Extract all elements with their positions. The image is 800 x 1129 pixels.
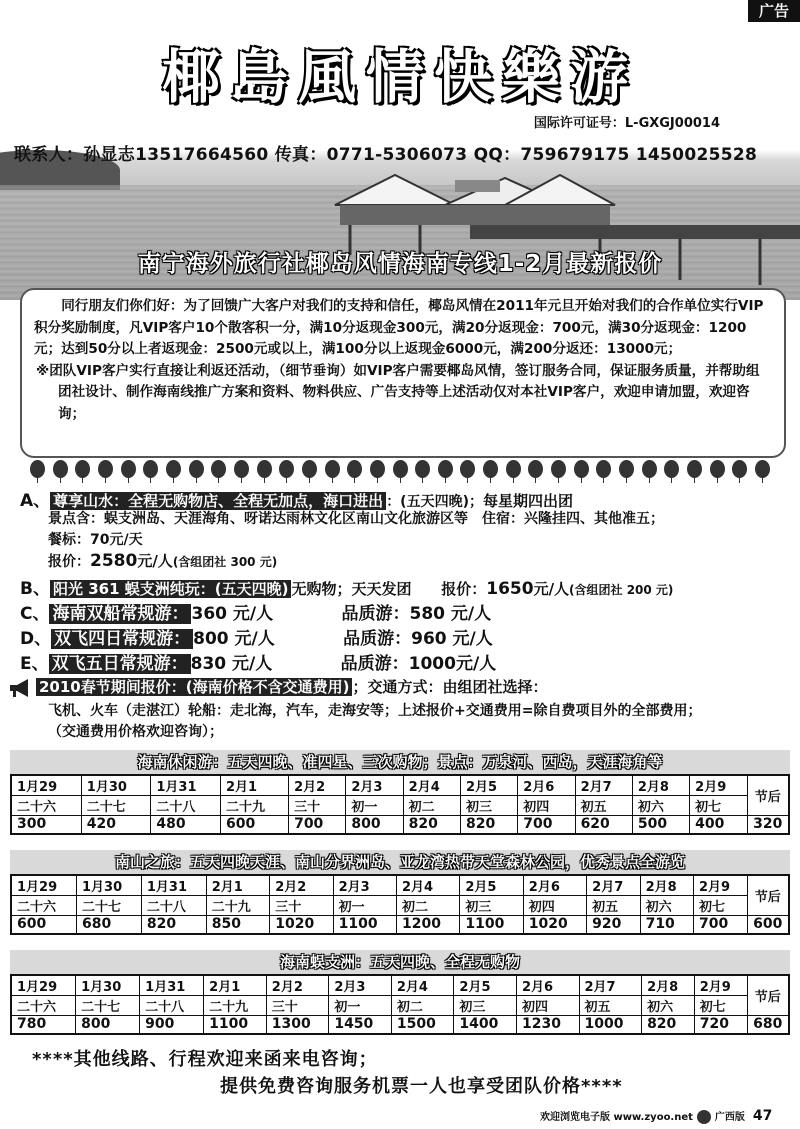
price-cell: 420 — [81, 816, 151, 834]
lunar-cell: 初五 — [575, 796, 632, 816]
lunar-cell: 初一 — [346, 796, 403, 816]
post-festival-header: 节后 — [747, 975, 789, 1016]
date-cell: 2月3 — [346, 775, 403, 796]
date-cell: 2月4 — [391, 975, 454, 996]
price-cell: 800 — [76, 1016, 140, 1034]
ad-tag: 广告 — [748, 0, 800, 22]
route-e-quality-price: 1000元/人 — [408, 654, 497, 674]
price-table-title — [10, 850, 790, 874]
price-table — [10, 774, 790, 835]
route-e-price: 830 元/人 — [190, 654, 273, 674]
price-table-2 — [10, 850, 790, 935]
route-a-price-label: 报价： — [48, 554, 90, 570]
price-table-1 — [10, 750, 790, 835]
price-table — [10, 974, 790, 1035]
route-a-schedule: 每星期四出团 — [482, 492, 573, 510]
lunar-cell: 初七 — [690, 796, 747, 816]
post-festival-price: 680 — [747, 1016, 789, 1034]
price-cell: 600 — [221, 816, 289, 834]
lunar-cell: 初六 — [642, 996, 695, 1016]
price-cell: 1500 — [391, 1016, 454, 1034]
date-cell: 2月6 — [516, 975, 579, 996]
price-cell: 1020 — [523, 916, 586, 934]
page-number: 47 — [752, 1108, 773, 1124]
date-cell: 2月2 — [270, 875, 333, 896]
page-footer — [540, 1108, 772, 1124]
route-c-price: 360 元/人 — [191, 604, 274, 624]
price-cell: 1200 — [397, 916, 460, 934]
lunar-cell: 二十九 — [204, 996, 267, 1016]
lunar-cell: 二十六 — [11, 996, 76, 1016]
price-cell: 1000 — [579, 1016, 642, 1034]
price-cell: 1400 — [454, 1016, 517, 1034]
newspaper-logo-icon — [697, 1110, 711, 1124]
lantern-icon — [30, 460, 45, 478]
lunar-cell: 三十 — [266, 996, 329, 1016]
date-cell: 2月7 — [587, 875, 640, 896]
date-cell: 1月29 — [11, 875, 77, 896]
intro-box — [20, 288, 786, 458]
date-cell: 2月8 — [632, 775, 689, 796]
route-a-prefix: A、 — [20, 491, 51, 511]
lantern-icon — [143, 460, 158, 478]
lunar-row — [11, 796, 789, 816]
route-c-quality-label: 品质游： — [341, 604, 410, 624]
date-cell: 1月31 — [140, 975, 204, 996]
route-b-shopping: 无购物； — [291, 580, 352, 598]
price-table-title — [10, 750, 790, 774]
date-cell: 2月9 — [693, 875, 747, 896]
lantern-icon — [596, 460, 611, 478]
price-cell: 820 — [141, 916, 206, 934]
price-cell: 800 — [346, 816, 403, 834]
lantern-icon — [302, 460, 317, 478]
lunar-row — [11, 896, 789, 916]
route-e-quality-label: 品质游： — [340, 654, 409, 674]
route-c — [20, 599, 491, 624]
spring-festival-title — [8, 676, 547, 698]
route-a-price-unit: 元/人 — [137, 552, 173, 570]
footer-section: 广西版 — [714, 1112, 745, 1123]
lunar-cell: 初二 — [397, 896, 460, 916]
lunar-cell: 初五 — [579, 996, 642, 1016]
price-cell: 1300 — [266, 1016, 329, 1034]
route-b-price-note: (含组团社 200 元) — [569, 583, 674, 597]
date-cell: 2月3 — [329, 975, 392, 996]
lunar-cell: 初七 — [694, 996, 747, 1016]
date-cell: 1月29 — [11, 975, 76, 996]
lunar-row — [11, 996, 789, 1016]
page-subtitle: 南宁海外旅行社椰岛风情海南专线1-2月最新报价 — [137, 251, 663, 277]
date-cell: 2月1 — [204, 975, 267, 996]
price-cell: 680 — [77, 916, 142, 934]
price-cell: 710 — [640, 916, 693, 934]
price-cell: 850 — [206, 916, 269, 934]
price-cell: 1100 — [460, 916, 523, 934]
date-row — [11, 775, 789, 796]
lunar-cell: 初一 — [329, 996, 392, 1016]
date-cell: 1月31 — [141, 875, 206, 896]
date-cell: 1月29 — [11, 775, 81, 796]
lunar-cell: 初二 — [403, 796, 460, 816]
date-cell: 2月6 — [518, 775, 575, 796]
price-cell: 700 — [693, 916, 747, 934]
lunar-cell: 初二 — [391, 996, 454, 1016]
route-e-prefix: E、 — [20, 654, 49, 674]
lunar-cell: 二十七 — [81, 796, 151, 816]
route-d-quality-label: 品质游： — [343, 629, 412, 649]
route-c-quality-price: 580 元/人 — [409, 604, 492, 624]
lantern-icon — [551, 460, 566, 478]
route-e — [20, 649, 496, 674]
lantern-icon — [438, 460, 453, 478]
price-cell: 700 — [518, 816, 575, 834]
lantern-icon — [574, 460, 589, 478]
date-cell: 2月1 — [206, 875, 269, 896]
route-c-name: 海南双船常规游： — [49, 604, 191, 624]
lunar-cell: 二十九 — [206, 896, 269, 916]
lunar-cell: 初四 — [518, 796, 575, 816]
spring-transport-detail: 飞机、火车（走湛江）轮船：走北海，汽车，走海安等；上述报价+交通费用=除自费项目外的全部费用； — [48, 703, 702, 719]
route-b-prefix: B、 — [20, 579, 50, 599]
spring-transport: ；交通方式：由组团社选择： — [352, 678, 548, 696]
price-cell: 480 — [151, 816, 221, 834]
date-cell: 1月30 — [81, 775, 151, 796]
price-cell: 400 — [690, 816, 747, 834]
route-a-price — [48, 550, 277, 571]
price-cell: 1100 — [333, 916, 396, 934]
lantern-icon — [642, 460, 657, 478]
lunar-cell: 三十 — [270, 896, 333, 916]
post-festival-price: 600 — [747, 916, 789, 934]
date-cell: 2月4 — [403, 775, 460, 796]
lunar-cell: 初三 — [460, 796, 517, 816]
footer-website: 欢迎浏览电子版 www.zyoo.net — [540, 1112, 693, 1123]
price-cell: 500 — [632, 816, 689, 834]
lunar-cell: 二十七 — [77, 896, 142, 916]
route-b-price-unit: 元/人 — [533, 580, 570, 598]
route-a-price-note: (含组团社 300 元) — [172, 555, 278, 569]
price-cell: 820 — [460, 816, 517, 834]
date-cell: 2月2 — [289, 775, 346, 796]
date-cell: 1月30 — [77, 875, 142, 896]
price-cell: 1100 — [204, 1016, 267, 1034]
date-cell: 2月4 — [397, 875, 460, 896]
price-table-3 — [10, 950, 790, 1035]
date-row — [11, 875, 789, 896]
lantern-icon — [166, 460, 181, 478]
price-table-title — [10, 950, 790, 974]
spring-festival-heading: 2010春节期间报价：(海南价格不含交通费用) — [36, 678, 352, 696]
lunar-cell: 初七 — [693, 896, 747, 916]
date-cell: 2月8 — [640, 875, 693, 896]
lantern-icon — [279, 460, 294, 478]
lantern-divider — [30, 460, 770, 484]
post-festival-header: 节后 — [747, 775, 789, 816]
intro-note: ※团队VIP客户实行直接让利返还活动，（细节垂询）如VIP客户需要椰岛风情，签订服务合同，保证服务质量，并帮助组团社设计、制作海南线推广方案和资料、物料供应、广告支持等上述活动仅对本社VIP客户，欢迎申请加盟，欢迎咨询； — [36, 362, 760, 422]
price-row — [11, 1016, 789, 1034]
license-number: 国际许可证号：L-GXGJ00014 — [533, 116, 720, 131]
lantern-icon — [619, 460, 634, 478]
route-b-name: 阳光 361 蜈支洲纯玩：(五天四晚) — [50, 580, 291, 598]
lantern-icon — [528, 460, 543, 478]
route-c-prefix: C、 — [20, 604, 50, 624]
price-cell: 720 — [694, 1016, 747, 1034]
route-a-meal: 餐标：70元/天 — [48, 532, 143, 548]
date-cell: 2月5 — [454, 975, 517, 996]
price-cell: 1230 — [516, 1016, 579, 1034]
lantern-icon — [460, 460, 475, 478]
price-cell: 700 — [289, 816, 346, 834]
lantern-icon — [393, 460, 408, 478]
lantern-icon — [370, 460, 385, 478]
post-festival-header: 节后 — [747, 875, 789, 916]
lantern-icon — [506, 460, 521, 478]
price-cell: 920 — [587, 916, 640, 934]
intro-paragraph: 同行朋友们你们好：为了回馈广大客户对我们的支持和信任，椰岛风情在2011年元旦开始对我们的合作单位实行VIP积分奖励制度，凡VIP客户10个散客积一分，满10分返现金300元，满20分返现金：700元，满30分返现金：1200元；达到50分以上者返现金：2500元或以上，满100分以上返现金6000元，满200分返还：13000元； — [34, 298, 764, 357]
lunar-cell: 二十六 — [11, 896, 77, 916]
lantern-icon — [75, 460, 90, 478]
price-cell: 600 — [11, 916, 77, 934]
price-cell: 820 — [642, 1016, 695, 1034]
page-title: 椰島風情快樂游 — [161, 43, 638, 111]
route-b-schedule: 天天发团 — [351, 580, 412, 598]
route-d-name: 双飞四日常规游： — [51, 629, 193, 649]
lantern-icon — [189, 460, 204, 478]
lantern-icon — [211, 460, 226, 478]
date-cell: 2月2 — [266, 975, 329, 996]
lantern-icon — [483, 460, 498, 478]
lantern-icon — [710, 460, 725, 478]
route-b-price-value: 1650 — [486, 579, 534, 599]
lunar-cell: 初三 — [454, 996, 517, 1016]
route-d-prefix: D、 — [20, 629, 52, 649]
date-cell: 2月7 — [575, 775, 632, 796]
lantern-icon — [664, 460, 679, 478]
lunar-cell: 二十七 — [76, 996, 140, 1016]
route-d — [20, 624, 493, 649]
lunar-cell: 三十 — [289, 796, 346, 816]
lantern-icon — [687, 460, 702, 478]
price-table-title-text: 南山之旅：五天四晚天涯、南山分界洲岛、亚龙湾热带天堂森林公园，优秀景点全游览 — [114, 853, 685, 871]
date-cell: 2月9 — [694, 975, 747, 996]
date-cell: 2月6 — [523, 875, 586, 896]
date-cell: 2月7 — [579, 975, 642, 996]
date-row — [11, 975, 789, 996]
price-cell: 900 — [140, 1016, 204, 1034]
lunar-cell: 二十八 — [151, 796, 221, 816]
price-cell: 820 — [403, 816, 460, 834]
route-a-spots: 景点含：蜈支洲岛、天涯海角、呀诺达雨林文化区南山文化旅游区等 住宿：兴隆挂四、其他准五； — [48, 511, 664, 527]
lantern-icon — [325, 460, 340, 478]
price-table — [10, 874, 790, 935]
lunar-cell: 二十八 — [140, 996, 204, 1016]
megaphone-icon — [8, 678, 32, 698]
lunar-cell: 初一 — [333, 896, 396, 916]
date-cell: 2月1 — [221, 775, 289, 796]
date-cell: 2月5 — [460, 875, 523, 896]
lantern-icon — [732, 460, 747, 478]
date-cell: 2月3 — [333, 875, 396, 896]
lunar-cell: 二十八 — [141, 896, 206, 916]
date-cell: 2月9 — [690, 775, 747, 796]
price-cell: 780 — [11, 1016, 76, 1034]
route-a-price-value: 2580 — [90, 551, 138, 571]
route-d-quality-price: 960 元/人 — [411, 629, 493, 649]
spring-transport-note: （交通费用价格欢迎咨询）； — [48, 724, 223, 740]
lantern-icon — [98, 460, 113, 478]
lunar-cell: 二十九 — [221, 796, 289, 816]
lunar-cell: 初四 — [516, 996, 579, 1016]
price-cell: 300 — [11, 816, 81, 834]
route-b — [20, 574, 673, 599]
footer-line-1: ****其他线路、行程欢迎来函来电咨询； — [32, 1049, 378, 1070]
footer-line-2: 提供免费咨询服务机票一人也享受团队价格**** — [220, 1076, 623, 1097]
route-a-days: ：(五天四晚)； — [386, 494, 483, 510]
route-a-name: 尊享山水：全程无购物店、全程无加点，海口进出 — [50, 492, 386, 510]
lantern-icon — [755, 460, 770, 478]
date-cell: 2月8 — [642, 975, 695, 996]
lantern-icon — [415, 460, 430, 478]
date-cell: 1月31 — [151, 775, 221, 796]
lunar-cell: 初五 — [587, 896, 640, 916]
post-festival-price: 320 — [747, 816, 789, 834]
route-b-price-label: 报价： — [441, 580, 487, 598]
route-e-name: 双飞五日常规游： — [49, 654, 191, 674]
price-cell: 1020 — [270, 916, 333, 934]
lunar-cell: 二十六 — [11, 796, 81, 816]
lantern-icon — [121, 460, 136, 478]
lunar-cell: 初四 — [523, 896, 586, 916]
price-table-title-text: 海南休闲游：五天四晚、准四星、三次购物；景点：万泉河、西岛，天涯海角等 — [137, 753, 663, 771]
lantern-icon — [257, 460, 272, 478]
lantern-icon — [234, 460, 249, 478]
price-table-title-text: 海南蜈支洲：五天四晚、全程无购物 — [279, 953, 520, 971]
route-d-price: 800 元/人 — [193, 629, 275, 649]
lunar-cell: 初六 — [640, 896, 693, 916]
price-row — [11, 816, 789, 834]
date-cell: 2月5 — [460, 775, 517, 796]
price-cell: 620 — [575, 816, 632, 834]
lunar-cell: 初三 — [460, 896, 523, 916]
lantern-icon — [53, 460, 68, 478]
lunar-cell: 初六 — [632, 796, 689, 816]
price-cell: 1450 — [329, 1016, 392, 1034]
lantern-icon — [347, 460, 362, 478]
price-row — [11, 916, 789, 934]
date-cell: 1月30 — [76, 975, 140, 996]
contact-info: 联系人：孙显志13517664560 传真：0771-5306073 QQ：759679175 1450025528 — [14, 145, 758, 165]
